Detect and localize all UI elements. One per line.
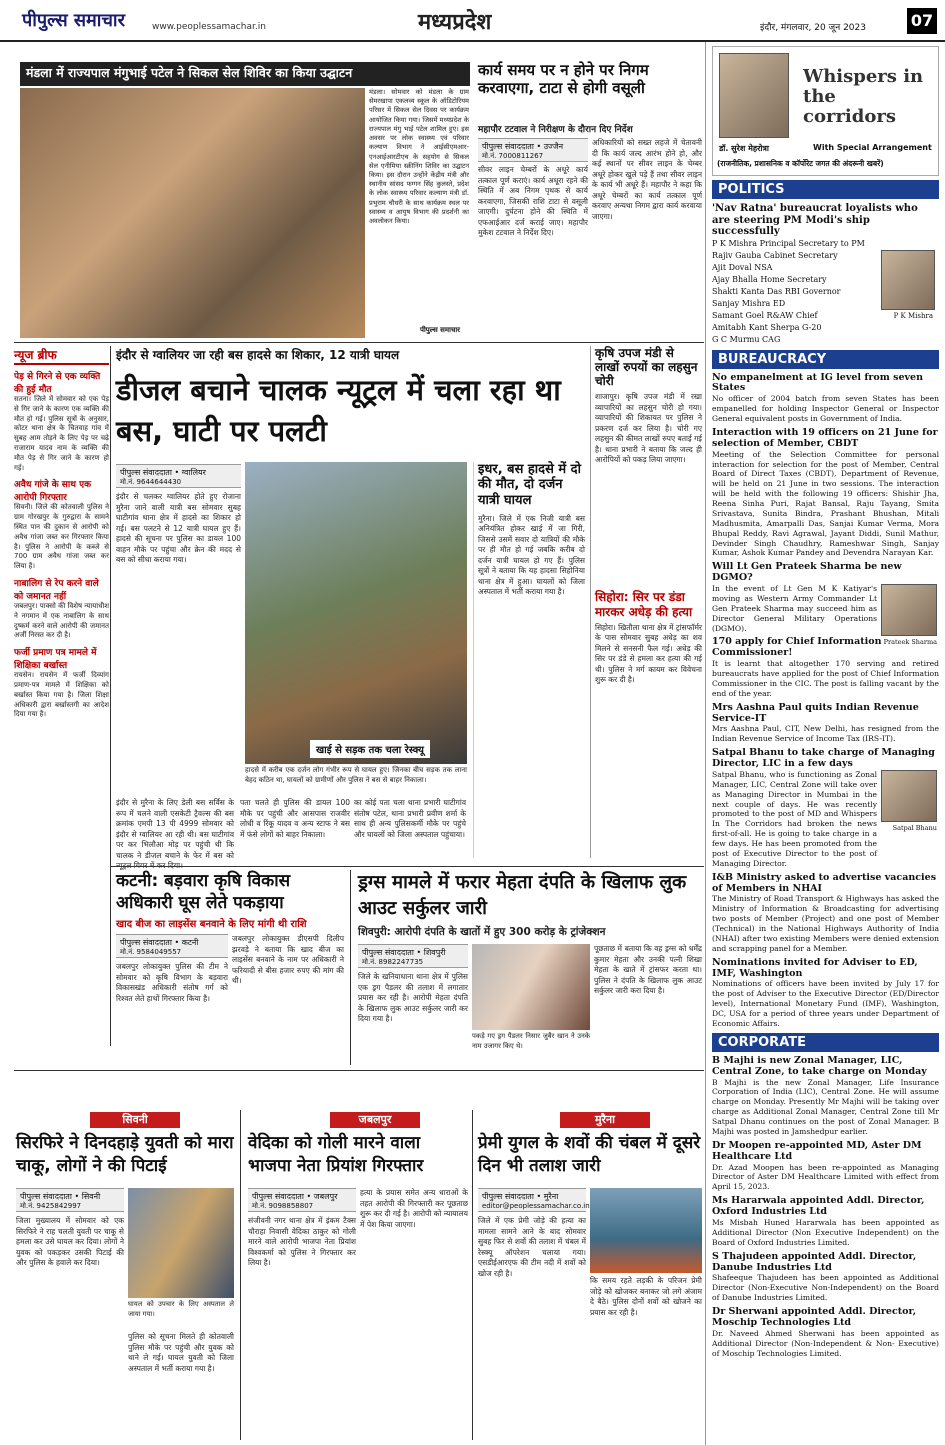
ujjain-text-1: सीवर लाइन चेम्बरों के अधूरे कार्य तत्काल पूर्ण कराएं। कार्य अधूरा रहने की स्थिति में अब निगम पृथक से कार्य करवाएगा, जिसकी राशि टाटा से वसूली जाएगी। दुर्घटना होने की स्थिति में एफआईआर दर्ज कराई जाए। महापौर मुकेश टटवाल ने निर्देश दिए।: [478, 165, 588, 237]
bus-sidebar: [473, 462, 585, 858]
drugs-headline: ड्रग्स मामले में फरार मेहता दंपति के खिलाफ लुक आउट सर्कुलर जारी: [358, 872, 687, 919]
politics-list-item: Samant Goel R&AW Chief: [712, 310, 818, 320]
page-number: 07: [907, 8, 937, 34]
bureaucracy-text: It is learnt that altogether 170 serving and retired bureaucrats have applied for the post of Chief Information Commissioner in the CIC. The post is falling vacant by the end of the year.: [712, 659, 939, 698]
corporate-headline: S Thajudeen appointed Addl. Director, Danube Industries Ltd: [712, 1250, 917, 1273]
drugs-text-2: पूछताछ में बताया कि वह ड्रग्स को धर्मेंद्र कुमार मेहता और उनकी पत्नी शिखा मेहता के खाते में ट्रांसफर करता था। पुलिस ने दंपति के खिलाफ लुक आउट सर्कुलर जारी करा दिया है।: [594, 944, 702, 995]
morena-headline: प्रेमी युगल के शवों की चंबल में दूसरे दिन भी तलाश जारी: [478, 1133, 701, 1176]
byline-text: पीपुल्स संवाददाता • सिवनी: [20, 1192, 101, 1201]
seoni-text-1: जिला मुख्यालय में सोमवार को एक सिरफिरे ने राह चलती युवती पर चाकू से हमला कर उसे घायल कर दिया। लोगों ने युवक को पकड़कर उसकी पिटाई की और पुलिस के हवाले कर दिया।: [16, 1216, 124, 1267]
bureaucracy-text: Satpal Bhanu, who is functioning as Zonal Manager, LIC, Central Zone will take over as Managing Director in Mumbai in the next couple of days. He was recently promoted to the post of MD and Whispers In The Corridors had broken the news first-of-all. He is going to take charge in a few days. He has been promoted from the post of Executive Director to the post of Managing Director.: [712, 770, 877, 868]
garlic-theft-headline: कृषि उपज मंडी से लाखों रुपयों का लहसुन चोरी: [595, 346, 698, 389]
byline-text: पीपुल्स संवाददाता • कटनी: [120, 938, 199, 947]
seoni-byline: [16, 1188, 124, 1212]
whispers-rail: [705, 42, 945, 1445]
corporate-headline: Ms Hararwala appointed Addl. Director, Oxford Industries Ltd: [712, 1195, 925, 1218]
corporate-headline: Dr Moopen re-appointed MD, Aster DM Healthcare Ltd: [712, 1139, 922, 1162]
masthead: [0, 0, 945, 42]
brief-headline: फर्जी प्रमाण पत्र मामले में शिक्षिका बर्खास्त: [14, 648, 97, 672]
morena-text-2: कि समय रहते लड़की के परिजन प्रेमी जोड़े को खोजकर बनाकर जो लगे अंजाम दे बैठे। पुलिस दोनों शवों को खोजने का प्रयास कर रही है।: [590, 1276, 702, 1317]
officer-photo-caption: Satpal Bhanu: [892, 824, 937, 833]
corporate-text: Dr. Naveed Ahmed Sherwani has been appointed as Additional Director (Non-Independent & Non- Executive) of Moschip Technologies Limited.: [712, 1328, 939, 1358]
drugs-text-1: जिले के खनियाधाना थाना क्षेत्र में पुलिस एक ड्रग पैडलर की तलाश में लगातार प्रयास कर रही है। आरोपी मेहता दंपति के खिलाफ लुक आउट सर्कुलर जारी कर दिया गया है।: [358, 972, 468, 1023]
byline-text: पीपुल्स संवाददाता • ग्वालियर: [120, 468, 206, 477]
bureaucracy-text: Nominations of officers have been invited by July 17 for the post of Adviser to the Executive Director (ED/Director level), International Monetary Fund (IMF), Washington, DC, USA for a period of three years under Department of Economic Affairs.: [712, 979, 939, 1028]
bureaucracy-text: Meeting of the Selection Committee for personal interaction for selection for the post of Member, Central Board of Direct Taxes (CBDT), Department of Revenue, will be held on 21 June in two sessions. The interaction will be held with the following 19 officers: Shishir Jha, Reena Sinha Puri, Rajat Bansal, Raju Tayang, Smita Srivastava, Sunita Bindra, Prashant Bhushan, Mitali Madhusmita, Amarpalli Das, Sanjai Kumar Verma, Mora Bhupal Reddy, Ravi Agrawal, Jayant Diddi, Sunil Mathur, Devinder Singh Chaudhry, Rameshwar Singh, Sanjay Kumar, Ashok Kumar Pandey and Devendra Narayan Kar.: [712, 449, 939, 558]
drugs-photo-caption: पकड़े गए ड्रग पैडलर निसार जुबैर खान ने उनके नाम उजागर किए थे।: [472, 1032, 590, 1050]
byline-phone: मो.नं. 9098858807: [252, 1202, 314, 1210]
bus-text-2: इंदौर से मुरैना के लिए डेली बस सर्विस के रूप में चलने वाली एसकेटी ट्रैवल्स की बस क्रमांक एमपी 13 पी 4999 सोमवार को इंदौर से ग्वालियर आ रही थी। बस घाटीगांव पर कर भिलौआ मोड़ पर पहुंची थी कि चालक ने डीजल बचाने के फेर में बस को: [116, 798, 234, 860]
officer-photo-caption: Prateek Sharma: [883, 638, 937, 647]
byline-text: पीपुल्स संवाददाता • शिवपुरी: [362, 948, 446, 957]
politics-list-item: Ajay Bhalla Home Secretary: [712, 274, 827, 284]
morena-text-1: जिले में एक प्रेमी जोड़े की हत्या का मामला सामने आने के बाद सोमवार सुबह फिर से शवों की तलाश में चंबल में रेस्क्यू ऑपरेशन चलाया गया। एसडीईआरएफ की टीम नदी में शवों को खोज रही है।: [478, 1216, 586, 1278]
garlic-theft-text: शाजापुर। कृषि उपज मंडी में रखा व्यापारियों का लहसुन चोरी हो गया। व्यापारियों की शिकायत पर पुलिस ने प्रकरण दर्ज कर लिया है। चोरी गए लहसुन की कीमत लाखों रुपए बताई गई है। थाना प्रभारी ने बताया कि जल्द ही आरोपियों को पकड़ लिया जाएगा।: [595, 392, 702, 465]
politics-list-item: Ajit Doval NSA: [712, 262, 773, 272]
corporate-headline: Dr Sherwani appointed Addl. Director, Moschip Technologies Ltd: [712, 1306, 917, 1328]
brief-text: जबलपुर। पाक्सो की विशेष न्यायाधीश ने नगमान में एक नाबालिग के साथ दुष्कर्म करने वाले आरोपी की जमानत अर्जी निरस्त कर दी है।: [14, 601, 109, 640]
byline-phone: मो.नं. 9644644430: [120, 478, 182, 486]
bureaucracy-headline: No empanelment at IG level from seven States: [712, 371, 923, 394]
ujjain-subhead: महापौर टटवाल ने निरीक्षण के दौरान दिए निर्देश: [478, 125, 633, 135]
byline-phone: मो.नं. 9584049557: [120, 948, 182, 956]
corporate-text: Ms Misbah Huned Hararwala has been appointed as Additional Director (Non Executive Independent) on the Board of Oxford Industries Limited.: [712, 1218, 939, 1247]
katni-subhead: खाद बीज का लाइसेंस बनवाने के लिए मांगी थी राशि: [116, 919, 307, 930]
seoni-photo-caption: घायल को उपचार के लिए अस्पताल ले जाया गया।: [128, 1300, 234, 1318]
bureaucracy-text: No officer of 2004 batch from seven States has been empanelled for holding Inspector General or Inspector General equivalent posts in Government of India.: [712, 394, 939, 424]
byline-phone: मो.नं. 9425842997: [20, 1202, 82, 1210]
ujjain-byline: [478, 138, 588, 162]
politics-list-item: Rajiv Gauba Cabinet Secretary: [712, 250, 838, 260]
jabalpur-place-tag: जबलपुर: [330, 1112, 420, 1128]
jabalpur-headline: वेदिका को गोली मारने वाला भाजपा नेता प्रियांश गिरफ्तार: [248, 1133, 424, 1176]
bus-byline: [116, 464, 241, 488]
byline-text: पीपुल्स संवाददाता • मुरैना: [482, 1192, 559, 1201]
news-brief-title: न्यूज ब्रीफ: [14, 346, 109, 365]
bus-accident-photo: [245, 462, 467, 764]
byline-phone: मो.नं. 7000811267: [482, 152, 544, 160]
whispers-banner: [712, 46, 939, 176]
byline-email[interactable]: editor@peoplessamachar.co.in: [482, 1202, 590, 1210]
mandla-text: मंडला। सोमवार को मंडला के ग्राम सेमरखापा एकलव्य स्कूल के ऑडिटोरियम परिसर में सिकल सेल दिवस पर कार्यक्रम आयोजित किया गया। जिसमें मध्यप्रदेश के राज्यपाल मंगु भाई पटेल शामिल हुए। इस अवसर पर लोक स्वास्थ्य एवं परिवार कल्याण विभाग ने आईसीएमआर-एनआईआरटीएच के सहयोग से सिकल सेल एनीमिया स्क्रीनिंग शिविर का उद्घाटन किया। इस दौरान उन्होंने केंद्रीय मंत्री और स्थानीय सांसद फग्गन सिंह कुलस्ते, प्रदेश के लोक स्वास्थ्य परिवार कल्याण मंत्री डॉ. प्रभुराम चौधरी के साथ कार्यक्रम स्थल पर स्वास्थ्य व आयुष विभाग की प्रदर्शनी का अवलोकन किया।: [369, 88, 469, 226]
special-arrangement: With Special Arrangement: [813, 143, 932, 152]
news-brief-column: [14, 346, 109, 1046]
sihora-murder-headline: सिहोरा: सिर पर डंडा मारकर अधेड़ की हत्या: [595, 590, 693, 619]
jabalpur-text-2: हत्या के प्रयास समेत अन्य धाराओं के तहत आरोपी की गिरफ्तारी कर पूछताछ शुरू कर दी गई है। आरोपी को न्यायालय में पेश किया जाएगा।: [360, 1188, 468, 1229]
jabalpur-byline: [248, 1188, 356, 1212]
drugs-byline: [358, 944, 468, 968]
pk-mishra-caption: P K Mishra: [893, 311, 933, 320]
pk-mishra-photo: [881, 250, 935, 310]
brief-text: सतना। जिले में सोमवार को एक पेड़ से गिर जाने के कारण एक व्यक्ति की मौत हो गई। पुलिस सूत्रों के अनुसार, कोटर थाना क्षेत्र के चितवाह गांव में सुबह आम तोड़ने के लिए पेड़ पर चढ़े राजाराम यादव नाम के व्यक्ति की मौत पेड़ से गिर जाने के कारण हो गई।: [14, 395, 109, 472]
mandla-headline: मंडला में राज्यपाल मंगुभाई पटेल ने सिकल सेल शिविर का किया उद्घाटन: [26, 65, 353, 80]
bureaucracy-text: In the event of Lt Gen M K Katiyar's moving as Western Army Commander Lt Gen Prateek Sharma may succeed him as Director General Military Operations (DGMO).: [712, 584, 877, 633]
brief-headline: नाबालिग से रेप करने वाले को जमानत नहीं: [14, 578, 99, 602]
morena-rescue-photo: [590, 1188, 702, 1273]
mandla-headline-bar: [20, 62, 470, 86]
sihora-murder-text: सिहोरा। खितौला थाना क्षेत्र में ट्रांसफॉर्मर के पास सोमवार सुबह अधेड़ का शव मिलने से सनसनी फैल गई। अधेड़ की सिर पर डंडे से हमला कर हत्या की गई थी। पुलिस ने मर्ग कायम कर विवेचना शुरू कर दी है।: [595, 622, 702, 685]
edition-date: इंदौर, मंगलवार, 20 जून 2023: [760, 23, 866, 33]
bus-text-4: का कोई पता चला थाना प्रभारी घाटीगांव संतोष पटेल, थाना प्रभारी प्रवीण शर्मा के साथ ही अन्य पुलिसकर्मी मौके पर पहुंचे और घायलों को जिला अस्पताल पहुंचाया।: [354, 798, 466, 839]
bureaucracy-text: Mrs Aashna Paul, CIT, New Delhi, has resigned from the Indian Revenue Service of Income Tax (IRS-IT).: [712, 724, 939, 744]
morena-byline: [478, 1188, 590, 1212]
bus-kicker: इंदौर से ग्वालियर जा रही बस हादसे का शिकार, 12 यात्री घायल: [116, 348, 400, 362]
ujjain-text-2: अधिकारियों को सख्त लहजे में चेतावनी दी कि कार्य जल्द आरंभ होने हो, और कई स्थानों पर सीवर लाइन के चेम्बर अधूरे होकर खुले पड़े हैं तथा सीवर लाइन के कार्य भी अधूरे हैं। महापौर ने कहा कि अधूरे चेम्बरों का कार्य तत्काल पूर्ण करवाए अन्यथा निगम द्वारा कार्य करवाया जाएगा।: [592, 138, 702, 221]
officer-photo: [881, 584, 937, 636]
politics-list-item: Sanjay Mishra ED: [712, 298, 786, 308]
politics-list-item: Amitabh Kant Sherpa G-20: [712, 322, 822, 332]
katni-text-1: जबलपुर लोकायुक्त पुलिस की टीम ने सोमवार को कृषि विभाग के बड़वारा विकासखंड अधिकारी संतोष गर्ग को रिश्वत लेते हाथों गिरफ्तार किया है।: [116, 962, 228, 1003]
bureaucracy-item-with-photo: [712, 770, 939, 869]
corporate-section: CORPORATE: [712, 1033, 939, 1052]
photo-credit: पीपुल्स समाचार: [420, 326, 461, 334]
columnist-photo: [719, 53, 789, 138]
politics-list-item: P K Mishra Principal Secretary to PM: [712, 238, 865, 248]
bureaucracy-headline: Interaction with 19 officers on 21 June for selection of Member, CBDT: [712, 426, 938, 449]
bureaucracy-headline: Mrs Aashna Paul quits Indian Revenue Service-IT: [712, 701, 919, 724]
section-title: मध्यप्रदेश: [418, 9, 492, 35]
bureaucracy-headline: I&B Ministry asked to advertise vacancies of Members in NHAI: [712, 871, 937, 894]
site-url[interactable]: www.peoplessamachar.in: [152, 22, 266, 32]
corporate-text: Shafeeque Thajudeen has been appointed as Additional Director (Non-Executive Non-Independent) on the Board of Danube Industries Limited.: [712, 1273, 939, 1303]
bureaucracy-headline: Will Lt Gen Prateek Sharma be new DGMO?: [712, 561, 902, 584]
jabalpur-text-1: संजीवनी नगर थाना क्षेत्र में इंकम टैक्स चौराहा निवासी वेदिका ठाकुर को गोली मारने वाले आरोपी भाजपा नेता प्रियांश विश्वकर्मा को पुलिस ने गिरफ्तार कर लिया है।: [248, 1216, 356, 1267]
corporate-text: Dr. Azad Moopen has been re-appointed as Managing Director of Aster DM Healthcare Limited with effect from April 15, 2023.: [712, 1162, 939, 1192]
katni-headline: कटनी: बड़वारा कृषि विकास अधिकारी घूस लेते पकड़ाया: [116, 871, 291, 914]
seoni-text-2: पुलिस को सूचना मिलते ही कोतवाली पुलिस मौके पर पहुंची और युवक को थाने ले गई। घायल युवती को जिला अस्पताल में भर्ती कराया गया है।: [128, 1332, 234, 1373]
bureaucracy-item-with-photo: [712, 584, 939, 647]
right-brief-column: [590, 346, 702, 858]
bureaucracy-headline: 170 apply for Chief Information Commissioner!: [712, 636, 882, 659]
corporate-text: B Majhi is the new Zonal Manager, Life Insurance Corporation of India (LIC), Central Zone. He will assume charge on Monday. Presently Mr Majhi will be taking over charge as Additional Zonal Manager, Central Zone till Mr Satpal Dhanu continues on the post of Zonal Manager. B Majhi was posted in Jamshedpur earlier.: [712, 1077, 939, 1136]
bus-text-3: पता चलते ही पुलिस की डायल 100 मौके पर पहुंची और आसपास राजवीर लोधी व रिंकू यादव व अन्य स्टाफ ने बस में फंसे लोगों को बाहर निकाला।: [240, 798, 350, 839]
bus-sidebar-headline: इधर, बस हादसे में दो की मौत, दो दर्जन यात्री घायल: [478, 462, 581, 508]
bus-sidebar-text: मुरैना। जिले में एक निजी यात्री बस अनियंत्रित होकर खाई में जा गिरी, जिससे उसमें सवार दो यात्रियों की मौके पर ही मौत हो गई जबकि करीब दो दर्जन यात्री घायल हो गए हैं। पुलिस सूत्रों ने बताया कि यह हादसा सिहोनिया थाना क्षेत्र में हुआ। घायलों को जिला अस्पताल में भर्ती कराया गया है।: [478, 513, 585, 597]
columnist-name: डॉ. सुरेश मेहरोत्रा: [719, 144, 769, 153]
drugs-couple-photo: [472, 944, 590, 1030]
bus-text-1: इंदौर से चलकर ग्वालियर होते हुए रोजाना मुरैना जाने वाली यात्री बस सोमवार सुबह घाटीगांव थाना क्षेत्र में हादसे का शिकार हो गई। बस पलटने से 12 यात्री घायल हुए हैं। हादसे की सूचना पर पुलिस का डायल 100 वाहन मौके पर पहुंचा और क्रेन की मदद से बस को सीधा कराया गया।: [116, 492, 241, 564]
officer-photo: [881, 770, 937, 822]
brief-headline: पेड़ से गिरने से एक व्यक्ति की हुई मौत: [14, 372, 101, 395]
brief-text: सिवनी। जिले की कोतवाली पुलिस ने ग्राम गोरखपुर के गुरुद्वारा के सामने स्थित पान की दुकान से आरोपी को अवैध गांजा जब्त कर गिरफ्तार किया है। पुलिस ने आरोपी के कब्जे से 700 ग्राम अवैध गांजा जब्त कर लिया है।: [14, 503, 109, 571]
byline-text: पीपुल्स संवाददाता • जबलपुर: [252, 1192, 338, 1201]
seoni-photo: [128, 1188, 234, 1298]
bus-photo-caption: खाई से सड़क तक चला रेस्क्यू: [310, 740, 430, 758]
brief-headline: अवैध गांजे के साथ एक आरोपी गिरफ्तार: [14, 480, 91, 504]
politics-list-item: G C Murmu CAG: [712, 334, 781, 344]
bus-photo-caption-text: हादसे में करीब एक दर्जन लोग गंभीर रूप से घायल हुए। जिनका बीच सड़क तक लाना बेहद कठिन था, घायलों को ग्रामीणों और पुलिस ने बस से बाहर निकाला।: [245, 766, 467, 784]
byline-text: पीपुल्स संवाददाता • उज्जैन: [482, 142, 564, 151]
bureaucracy-headline: Nominations invited for Adviser to ED, IMF, Washington: [712, 956, 918, 979]
mandla-photo: [20, 88, 365, 338]
whispers-title: Whispers in the corridors: [803, 66, 924, 127]
seoni-headline: सिरफिरे ने दिनदहाड़े युवती को मारा चाकू, लोगों ने की पिटाई: [16, 1133, 234, 1176]
bus-headline: डीजल बचाने चालक न्यूट्रल में चला रहा था बस, घाटी पर पलटी: [116, 373, 561, 448]
brand-logo: पीपुल्स समाचार: [22, 10, 125, 31]
morena-place-tag: मुरैना: [560, 1112, 650, 1128]
katni-text-2: जबलपुर लोकायुक्त डीएसपी दिलीप झरवड़े ने बताया कि खाद बीज का लाइसेंस बनवाने के नाम पर अधिकारी ने फरियादी से बीस हजार रुपए की मांग की थी।: [232, 934, 344, 985]
katni-byline: [116, 934, 228, 958]
drugs-subhead: शिवपुरी: आरोपी दंपति के खातों में हुए 300 करोड़ के ट्रांजेक्शन: [358, 926, 606, 938]
whispers-tagline: (राजनीतिक, प्रशासनिक व कॉर्पोरेट जगत की अंदरूनी खबरें): [717, 159, 884, 168]
politics-section: POLITICS: [712, 180, 939, 199]
seoni-place-tag: सिवनी: [90, 1112, 180, 1128]
politics-headline: 'Nav Ratna' bureaucrat loyalists who are steering PM Modi's ship successfully: [712, 203, 918, 237]
corporate-headline: B Majhi is new Zonal Manager, LIC, Central Zone, to take charge on Monday: [712, 1054, 927, 1077]
politics-list-item: Shakti Kanta Das RBI Governor: [712, 286, 841, 296]
bureaucracy-text: The Ministry of Road Transport & Highways has asked the Ministry of Information & Broadcasting for advertising two posts of Member (Project) and one post of Member (Technical) in the National Highways Authority of India (NHAI) after two existing Members were denied extension and scrapping panel for a Member.: [712, 894, 939, 953]
bureaucracy-headline: Satpal Bhanu to take charge of Managing Director, LIC in a few days: [712, 747, 935, 770]
ujjain-headline: कार्य समय पर न होने पर निगम करवाएगा, टाटा से होगी वसूली: [478, 61, 649, 97]
brief-text: रायसेन। रायसेन में फर्जी दिव्यांग प्रमाण-पत्र मामले में शिक्षिका को बर्खास्त किया गया है। जिला शिक्षा अधिकारी द्वारा बर्खास्तगी का आदेश दिया गया है।: [14, 671, 109, 719]
bureaucracy-section: BUREAUCRACY: [712, 350, 939, 369]
byline-phone: मो.नं. 8982247735: [362, 958, 424, 966]
